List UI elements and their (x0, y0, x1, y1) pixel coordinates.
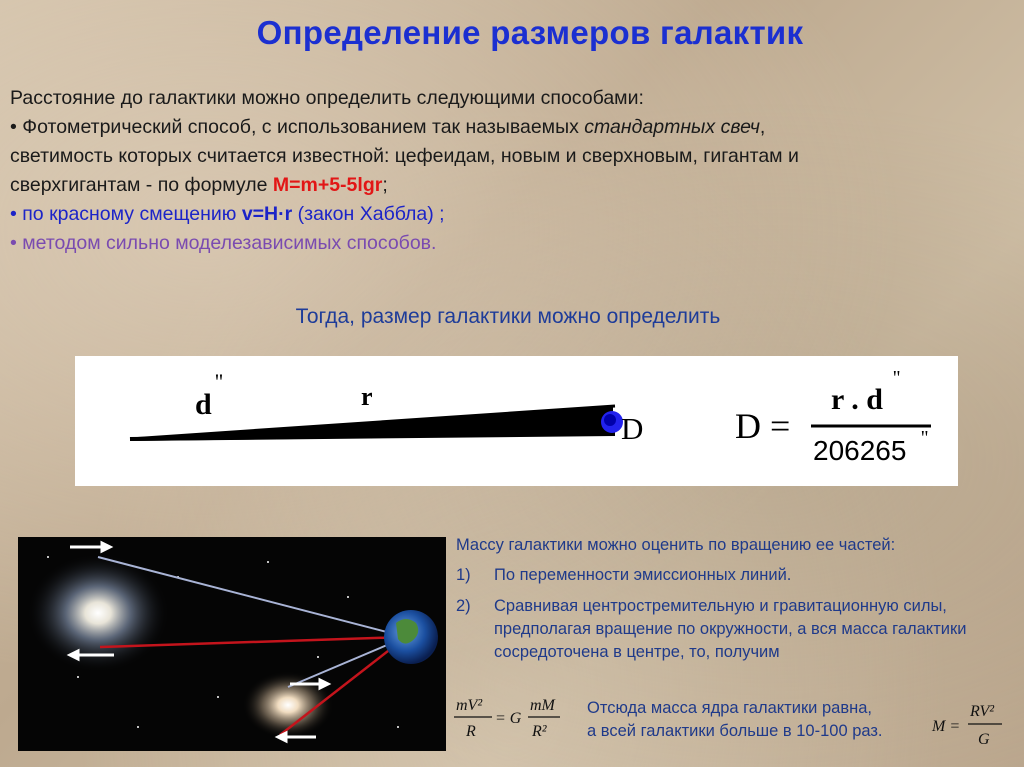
svg-text:M =: M = (932, 718, 961, 735)
formula-numerator-mark: '' (893, 367, 901, 389)
formula-lhs: D = (735, 406, 791, 446)
formula-numerator: r . d (831, 383, 883, 416)
list-text: Сравнивая центростремительную и гравитационную силы, предполагая вращение по окружности, а вся масса галактики сосредоточена в центре, то, получим (494, 597, 967, 661)
svg-text:G: G (978, 731, 990, 748)
svg-text:mV²: mV² (456, 697, 483, 714)
svg-text:= G: = G (495, 710, 522, 727)
svg-text:R²: R² (532, 723, 547, 740)
conclusion-line-2: а всей галактики больше в 10-100 раз. (587, 722, 883, 740)
mass-method-1 (456, 564, 1016, 587)
distance-label: r (361, 382, 373, 411)
svg-text:R: R (466, 723, 476, 740)
mass-estimation-block (456, 536, 1016, 672)
galaxy-blob-core (604, 414, 616, 426)
conclusion-line-1: Отсюда масса ядра галактики равна, (587, 699, 872, 717)
intro-line: Расстояние до галактики можно определить следующими способами: (10, 87, 644, 109)
angle-label: d (195, 388, 212, 421)
list-text: По переменности эмиссионных линий. (494, 566, 792, 584)
bullet-redshift: • по красному смещению v=H·r (закон Хаббла) ; (10, 203, 445, 225)
standard-candles-term: стандартных свеч (584, 116, 760, 138)
list-number: 1) (456, 566, 471, 584)
galaxy-rotation-illustration (18, 537, 446, 751)
intro-text (10, 84, 1010, 258)
size-diagram (75, 356, 958, 486)
svg-text:mM: mM (530, 697, 555, 714)
mass-header: Массу галактики можно оценить по вращению ее частей: (456, 536, 896, 554)
list-number: 2) (456, 597, 471, 615)
angular-size-figure (75, 356, 958, 486)
bullet-photometric: • Фотометрический способ, с использованием так называемых стандартных свеч, (10, 116, 766, 138)
angle-mark: '' (215, 369, 223, 394)
galaxy-rotation-image (18, 537, 446, 751)
bullet-photometric-formula-line: сверхгигантам - по формуле M=m+5-5lgr; (10, 174, 388, 196)
hubble-formula: v=H·r (241, 203, 293, 225)
formula-denominator: 206265 (813, 435, 907, 466)
distance-modulus-formula: M=m+5-5lgr (272, 174, 383, 196)
bullet-model-dependent: • методом сильно моделезависимых способов. (10, 232, 437, 254)
force-balance-formula (452, 690, 584, 746)
subtitle: Тогда, размер галактики можно определить (295, 305, 721, 328)
mass-formula (930, 698, 1020, 752)
bullet-photometric-cont: светимость которых считается известной: цефеидам, новым и сверхновым, гигантам и (10, 145, 799, 167)
page-title: Определение размеров галактик (256, 14, 804, 51)
svg-text:RV²: RV² (970, 703, 995, 720)
mass-method-2 (456, 595, 1016, 664)
size-label: D (621, 411, 644, 446)
formula-denominator-mark: '' (921, 427, 929, 449)
mass-conclusion (587, 697, 883, 743)
